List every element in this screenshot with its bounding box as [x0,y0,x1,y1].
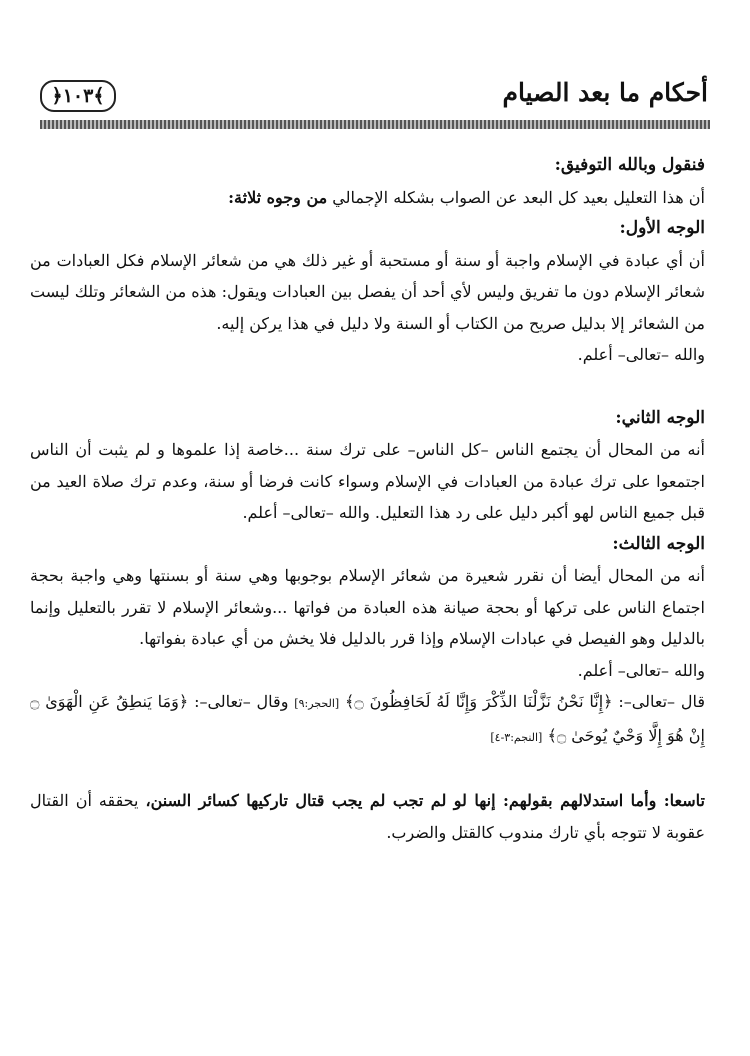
first-aspect-closing: والله –تعالى– أعلم. [577,345,705,364]
intro-line [30,182,705,214]
ninth-point-bold: تاسعا: وأما استدلالهم بقولهم: إنها لو لم تجب لم يجب قتال تاركيها كسائر السنن، [145,791,706,810]
quran-mid: وقال –تعالى–: [194,692,295,711]
quran-ref-2: [النجم:٣-٤] [490,730,543,744]
ninth-point [30,785,705,848]
intro-line-text: أن هذا التعليل بعيد كل البعد عن الصواب بشكله الإجمالي [327,187,705,207]
third-aspect-closing: والله –تعالى– أعلم. [577,660,705,680]
quran-verse-1: ﴿إِنَّا نَحْنُ نَزَّلْنَا الذِّكْرَ وَإِنَّا لَهُ لَحَافِظُونَ ۝﴾ [345,692,613,711]
quran-intro: قال –تعالى–: [612,692,706,711]
quran-citation [30,686,705,753]
quran-verse-2: ﴿وَمَا يَنطِقُ عَنِ الْهَوَىٰ ۝ إِنْ هُوَ إِلَّا وَحْيٌ يُوحَىٰ ۝﴾ [30,692,705,745]
intro-heading: فنقول وبالله التوفيق: [554,155,705,175]
second-aspect-paragraph: أنه من المحال أن يجتمع الناس –كل الناس– على ترك سنة ...خاصة إذا علموها و لم يثبت أن الناس اجتمعوا على ترك عبادة من العبادات في الإسلام وسواء كانت فرضا أو سنة، وعدم ترك صلاة العيد من قبل جميع الناس لهو أكبر دليل على رد هذا التعليل. والله –تعالى– أعلم. [30,440,706,522]
first-aspect-paragraph: أن أي عبادة في الإسلام واجبة أو سنة أو مستحبة أو غير ذلك هي من شعائر الإسلام فكل العبادات من شعائر الإسلام دون ما تفريق وليس لأي أحد أن يفصل بين العبادات ويقول: هذه من الشعائر وتلك ليست من الشعائر إلا بدليل صريح من الكتاب أو السنة ولا دليل في هذا يركن إليه. [30,250,705,333]
header-rule [40,120,710,129]
third-aspect-paragraph: أنه من المحال أيضا أن نقرر شعيرة من شعائر الإسلام بوجوبها وهي سنة أو بسنتها وهي واجبة بحجة اجتماع الناس على تركها أو بحجة صيانة هذه العبادة من فواتها ...وشعائر الإسلام لا تقرر بالتعليل وإنما بالدليل وهو الفيصل في عبادات الإسلام وإذا قرر بالدليل فلا يخش من أي عبادة بفواتها. [30,566,705,648]
page-number: ﴿١٠٣﴾ [40,80,116,112]
quran-ref-1: [الحجر:٩] [294,697,340,710]
third-aspect-heading: الوجه الثالث: [612,533,705,554]
page-body [30,150,705,848]
intro-line-bold: من وجوه ثلاثة: [228,187,328,207]
running-title: أحكام ما بعد الصيام [502,78,708,107]
page-header [32,72,712,120]
second-aspect-heading: الوجه الثاني: [615,407,705,428]
ninth-point-rest: يحققه أن القتال عقوبة لا تتوجه بأي تارك مندوب كالقتل والضرب. [30,791,705,842]
first-aspect-heading: الوجه الأول: [619,218,705,238]
